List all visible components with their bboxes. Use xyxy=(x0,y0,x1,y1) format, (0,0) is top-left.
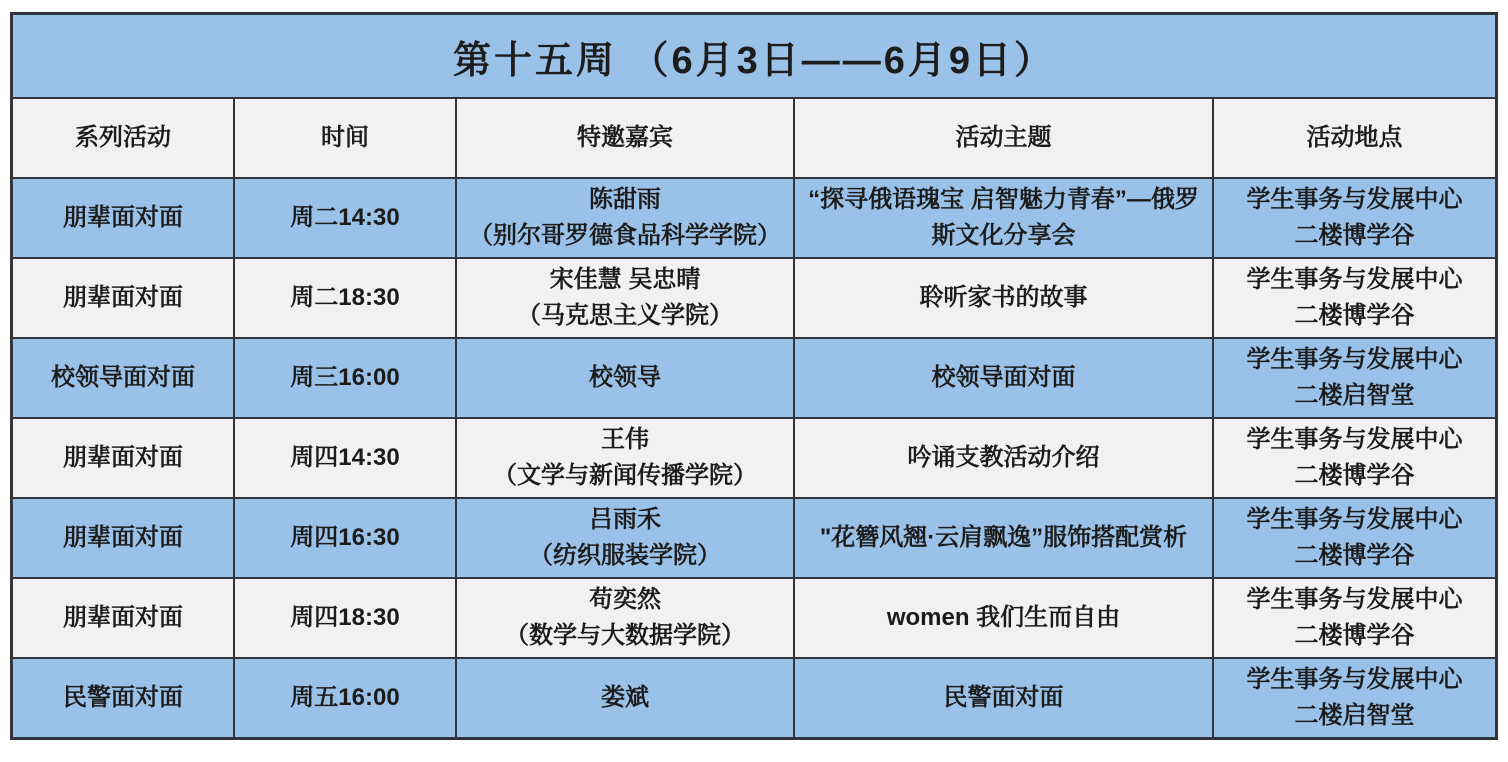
column-header-series: 系列活动 xyxy=(75,124,171,151)
cell-theme: 吟诵支教活动介绍 xyxy=(793,419,1212,497)
weekly-schedule-table xyxy=(10,12,1498,740)
header-row xyxy=(13,97,1495,177)
cell-guest xyxy=(455,419,793,497)
cell-series: 朋辈面对面 xyxy=(63,284,183,311)
table-row xyxy=(13,177,1495,257)
table-row xyxy=(13,257,1495,337)
location-building: 学生事务与发展中心 xyxy=(1246,186,1463,213)
location-building: 学生事务与发展中心 xyxy=(1246,346,1463,373)
guest-name: 校领导 xyxy=(589,364,661,391)
guest-affiliation: （别尔哥罗德食品科学学院） xyxy=(469,222,781,249)
column-header-guest: 特邀嘉宾 xyxy=(455,99,793,177)
cell-location xyxy=(1212,339,1495,417)
guest-name: 王伟 xyxy=(601,426,649,453)
table-row xyxy=(13,657,1495,737)
cell-series: 朋辈面对面 xyxy=(63,444,183,471)
cell-series: 民警面对面 xyxy=(63,684,183,711)
guest-affiliation: （马克思主义学院） xyxy=(517,302,733,329)
cell-time: 周四16:30 xyxy=(233,499,455,577)
cell-guest xyxy=(455,579,793,657)
location-building: 学生事务与发展中心 xyxy=(1246,266,1463,293)
cell-theme: "花簪风翘·云肩飘逸”服饰搭配赏析 xyxy=(793,499,1212,577)
cell-guest xyxy=(455,339,793,417)
cell-location xyxy=(1212,419,1495,497)
cell-time: 周三16:00 xyxy=(233,339,455,417)
location-room: 二楼博学谷 xyxy=(1294,302,1415,329)
location-room: 二楼博学谷 xyxy=(1294,462,1415,489)
table-title: 第十五周 （6月3日——6月9日） xyxy=(13,15,1495,97)
table-row xyxy=(13,497,1495,577)
guest-name: 苟奕然 xyxy=(589,586,661,613)
guest-affiliation: （纺织服装学院） xyxy=(529,542,721,569)
table-row xyxy=(13,417,1495,497)
cell-location xyxy=(1212,659,1495,737)
cell-series: 朋辈面对面 xyxy=(63,604,183,631)
cell-series: 朋辈面对面 xyxy=(63,204,183,231)
guest-name: 陈甜雨 xyxy=(589,186,661,213)
cell-location xyxy=(1212,259,1495,337)
cell-theme: 民警面对面 xyxy=(793,659,1212,737)
guest-name: 宋佳慧 吴忠晴 xyxy=(549,266,701,293)
column-header-time: 时间 xyxy=(233,99,455,177)
cell-theme: 聆听家书的故事 xyxy=(793,259,1212,337)
table-row xyxy=(13,337,1495,417)
cell-time: 周二18:30 xyxy=(233,259,455,337)
location-room: 二楼博学谷 xyxy=(1294,542,1415,569)
cell-time: 周四14:30 xyxy=(233,419,455,497)
cell-theme: 校领导面对面 xyxy=(793,339,1212,417)
location-building: 学生事务与发展中心 xyxy=(1246,506,1463,533)
cell-location xyxy=(1212,499,1495,577)
cell-location xyxy=(1212,579,1495,657)
cell-series: 朋辈面对面 xyxy=(63,524,183,551)
cell-theme: “探寻俄语瑰宝 启智魅力青春”—俄罗斯文化分享会 xyxy=(793,179,1212,257)
guest-name: 娄斌 xyxy=(601,684,649,711)
location-room: 二楼启智堂 xyxy=(1294,702,1415,729)
column-header-theme: 活动主题 xyxy=(793,99,1212,177)
cell-guest xyxy=(455,259,793,337)
location-room: 二楼博学谷 xyxy=(1294,622,1415,649)
column-header-location: 活动地点 xyxy=(1212,99,1495,177)
cell-guest xyxy=(455,499,793,577)
location-room: 二楼博学谷 xyxy=(1294,222,1415,249)
cell-time: 周四18:30 xyxy=(233,579,455,657)
cell-time: 周二14:30 xyxy=(233,179,455,257)
table-row xyxy=(13,577,1495,657)
location-building: 学生事务与发展中心 xyxy=(1246,666,1463,693)
guest-affiliation: （文学与新闻传播学院） xyxy=(493,462,757,489)
cell-theme: women 我们生而自由 xyxy=(793,579,1212,657)
guest-name: 吕雨禾 xyxy=(589,506,661,533)
cell-series: 校领导面对面 xyxy=(51,364,195,391)
cell-time: 周五16:00 xyxy=(233,659,455,737)
cell-location xyxy=(1212,179,1495,257)
location-room: 二楼启智堂 xyxy=(1294,382,1415,409)
location-building: 学生事务与发展中心 xyxy=(1246,426,1463,453)
guest-affiliation: （数学与大数据学院） xyxy=(505,622,745,649)
location-building: 学生事务与发展中心 xyxy=(1246,586,1463,613)
cell-guest xyxy=(455,659,793,737)
cell-guest xyxy=(455,179,793,257)
